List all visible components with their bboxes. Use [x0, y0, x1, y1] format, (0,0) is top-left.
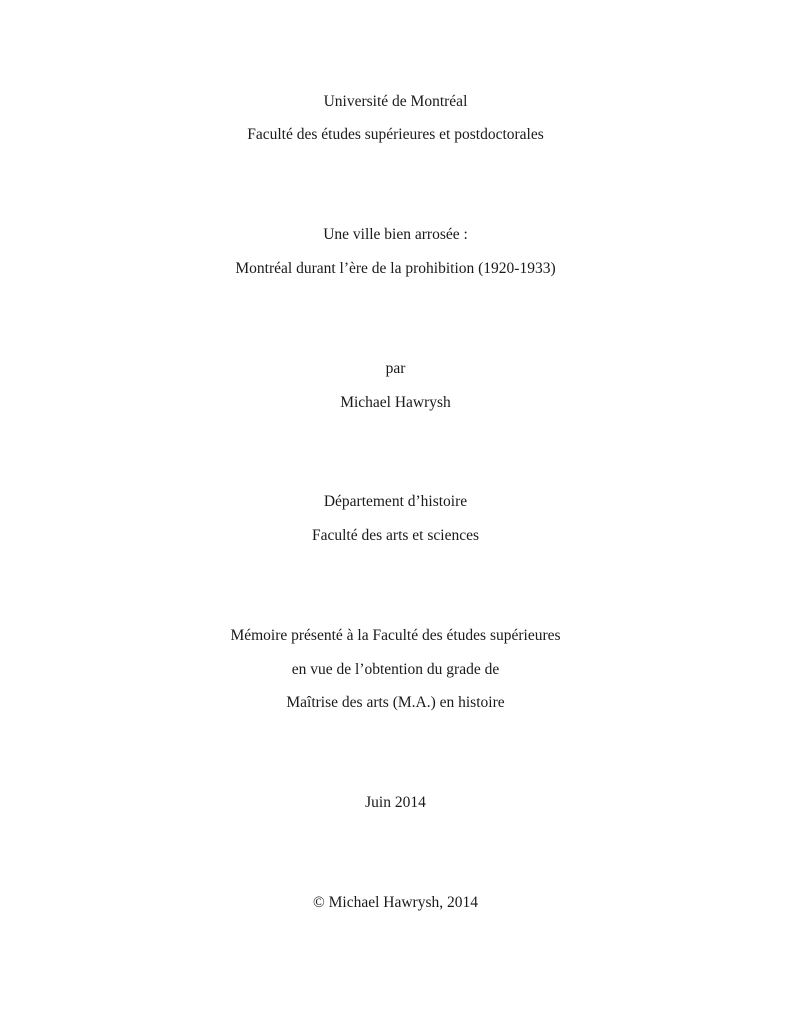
submission-line-2: en vue de l’obtention du grade de: [291, 661, 500, 678]
department-name: Département d’histoire: [323, 493, 468, 510]
copyright-notice: © Michael Hawrysh, 2014: [312, 894, 479, 911]
university-name: Université de Montréal: [323, 93, 468, 110]
graduate-faculty-name: Faculté des études supérieures et postdoctorales: [247, 126, 544, 143]
author-name: Michael Hawrysh: [340, 394, 451, 411]
thesis-subtitle: Montréal durant l’ère de la prohibition (1920-1933): [235, 260, 556, 277]
arts-faculty-name: Faculté des arts et sciences: [312, 527, 479, 544]
by-label: par: [385, 360, 406, 377]
degree-name: Maîtrise des arts (M.A.) en histoire: [286, 694, 505, 711]
submission-date: Juin 2014: [365, 794, 426, 811]
thesis-title: Une ville bien arrosée :: [323, 226, 468, 243]
submission-line-1: Mémoire présenté à la Faculté des études supérieures: [230, 627, 561, 644]
